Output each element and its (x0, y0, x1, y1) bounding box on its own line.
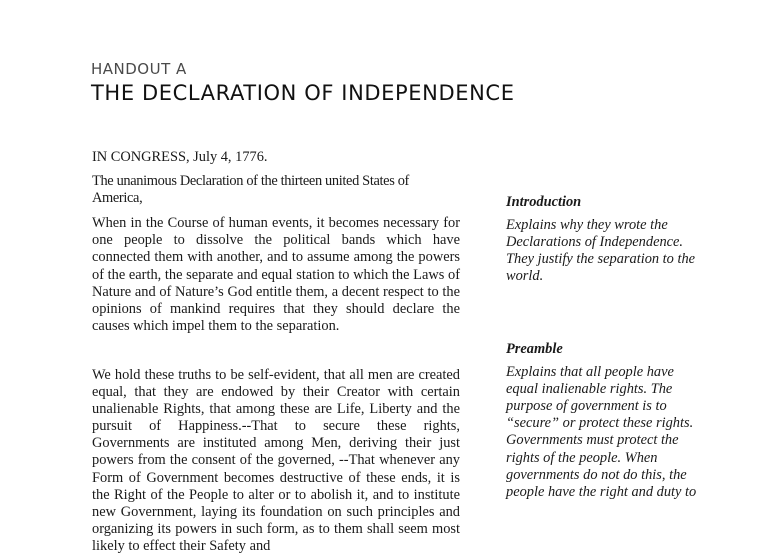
unanimous-line: The unanimous Declaration of the thirteen united States of America, (92, 173, 409, 207)
introduction-note: Explains why they wrote the Declarations of Independence. They justify the separation to the world. (506, 217, 696, 285)
dateline: IN CONGRESS, July 4, 1776. (92, 149, 268, 165)
preamble-paragraph: We hold these truths to be self-evident, that all men are created equal, that they are endowed by their Creator with certain unalienable Rights, that among these are Life, Liberty and the pursuit of Happiness.--That to secure these rights, Governments are instituted among Men, deriving their just powers from the consent of the governed, --That whenever any Form of Government becomes destructive of these ends, it is the Right of the People to alter or to abolish it, and to institute new Government, laying its foundation on such principles and organizing its powers in such form, as to them shall seem most likely to effect their Safety and (92, 366, 460, 554)
introduction-paragraph: When in the Course of human events, it becomes necessary for one people to dissolve the political bands which have connected them with another, and to assume among the powers of the earth, the separate and equal station to which the Laws of Nature and of Nature’s God entitle them, a decent respect to the opinions of mankind requires that they should declare the causes which impel them to the separation. (92, 215, 460, 334)
preamble-heading: Preamble (506, 341, 563, 357)
declaration-text (92, 149, 460, 555)
sidebar-introduction (506, 194, 706, 285)
preamble-note: Explains that all people have equal inalienable rights. The purpose of government is to “secure” or protect these rights. Governments must protect the rights of the people. When governments do not do this, the people have the right and duty to (506, 364, 697, 500)
introduction-heading: Introduction (506, 194, 582, 210)
handout-label: HANDOUT A (91, 60, 187, 78)
page-header (91, 60, 515, 106)
sidebar-preamble (506, 341, 706, 501)
document-title: THE DECLARATION OF INDEPENDENCE (91, 81, 515, 105)
